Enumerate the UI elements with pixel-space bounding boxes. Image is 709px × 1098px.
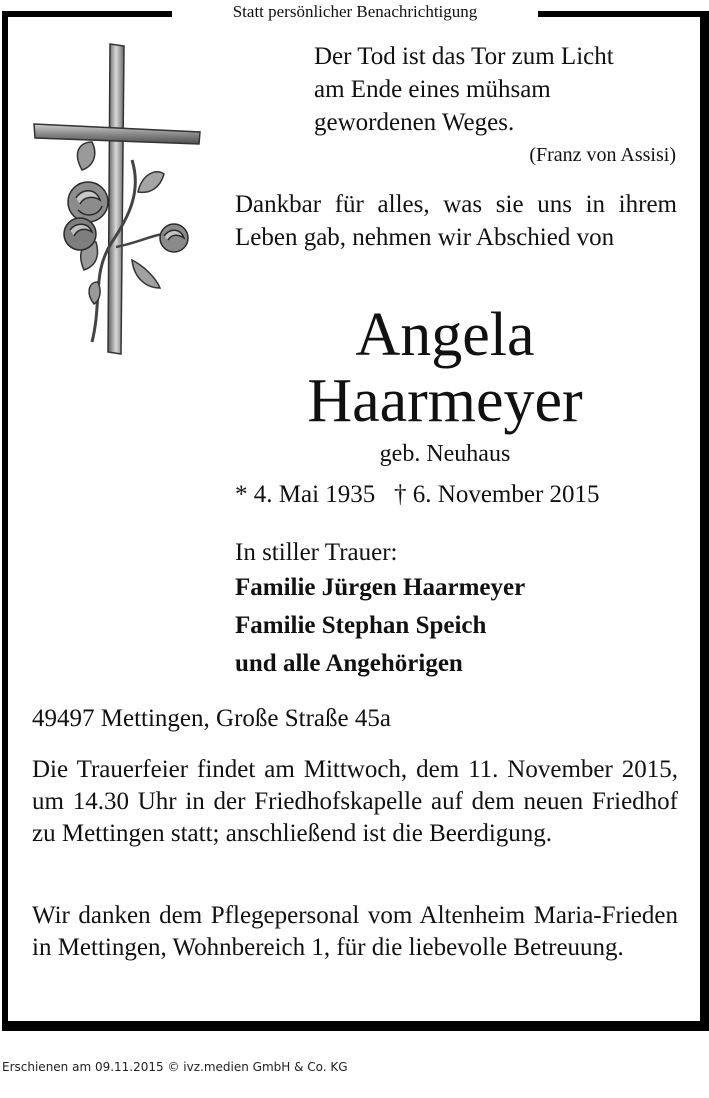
- header-label: Statt persönlicher Benachrichtigung: [172, 0, 538, 24]
- deceased-first-name: Angela: [355, 301, 535, 369]
- maiden-name: geb. Neuhaus: [379, 441, 511, 467]
- quote-line: gewordenen Weges.: [314, 109, 515, 136]
- mourner-family: Familie Stephan Speich: [235, 612, 487, 639]
- quote-line: am Ende eines mühsam: [314, 76, 551, 103]
- publication-footer: Erschienen am 09.11.2015 © ivz.medien GmbH & Co. KG: [2, 1060, 348, 1074]
- mourner-family: Familie Jürgen Haarmeyer: [235, 574, 526, 601]
- mourners-lead: In stiller Trauer:: [235, 539, 398, 566]
- thanks-text: Wir danken dem Pflegepersonal vom Altenheim Maria-Frieden in Mettingen, Wohnbereich 1, für die liebevolle Betreuung.: [32, 902, 678, 961]
- life-dates: * 4. Mai 1935 † 6. November 2015: [235, 481, 600, 508]
- address: 49497 Mettingen, Große Straße 45a: [32, 705, 391, 732]
- service-info: Die Trauerfeier findet am Mittwoch, dem 11. November 2015, um 14.30 Uhr in der Friedhofskapelle auf dem neuen Friedhof zu Mettingen statt; anschließend ist die Beerdigung.: [32, 756, 678, 847]
- quote: [314, 40, 676, 139]
- quote-line: Der Tod ist das Tor zum Licht: [314, 43, 614, 70]
- cross-with-roses-icon: [32, 42, 204, 356]
- quote-author: (Franz von Assisi): [529, 144, 676, 166]
- deceased-last-name: Haarmeyer: [307, 367, 583, 435]
- intro-text: Dankbar für alles, was sie uns in ihrem Leben gab, nehmen wir Abschied von: [235, 191, 677, 251]
- mourner-family: und alle Angehörigen: [235, 650, 463, 677]
- mourners-block: [235, 536, 675, 683]
